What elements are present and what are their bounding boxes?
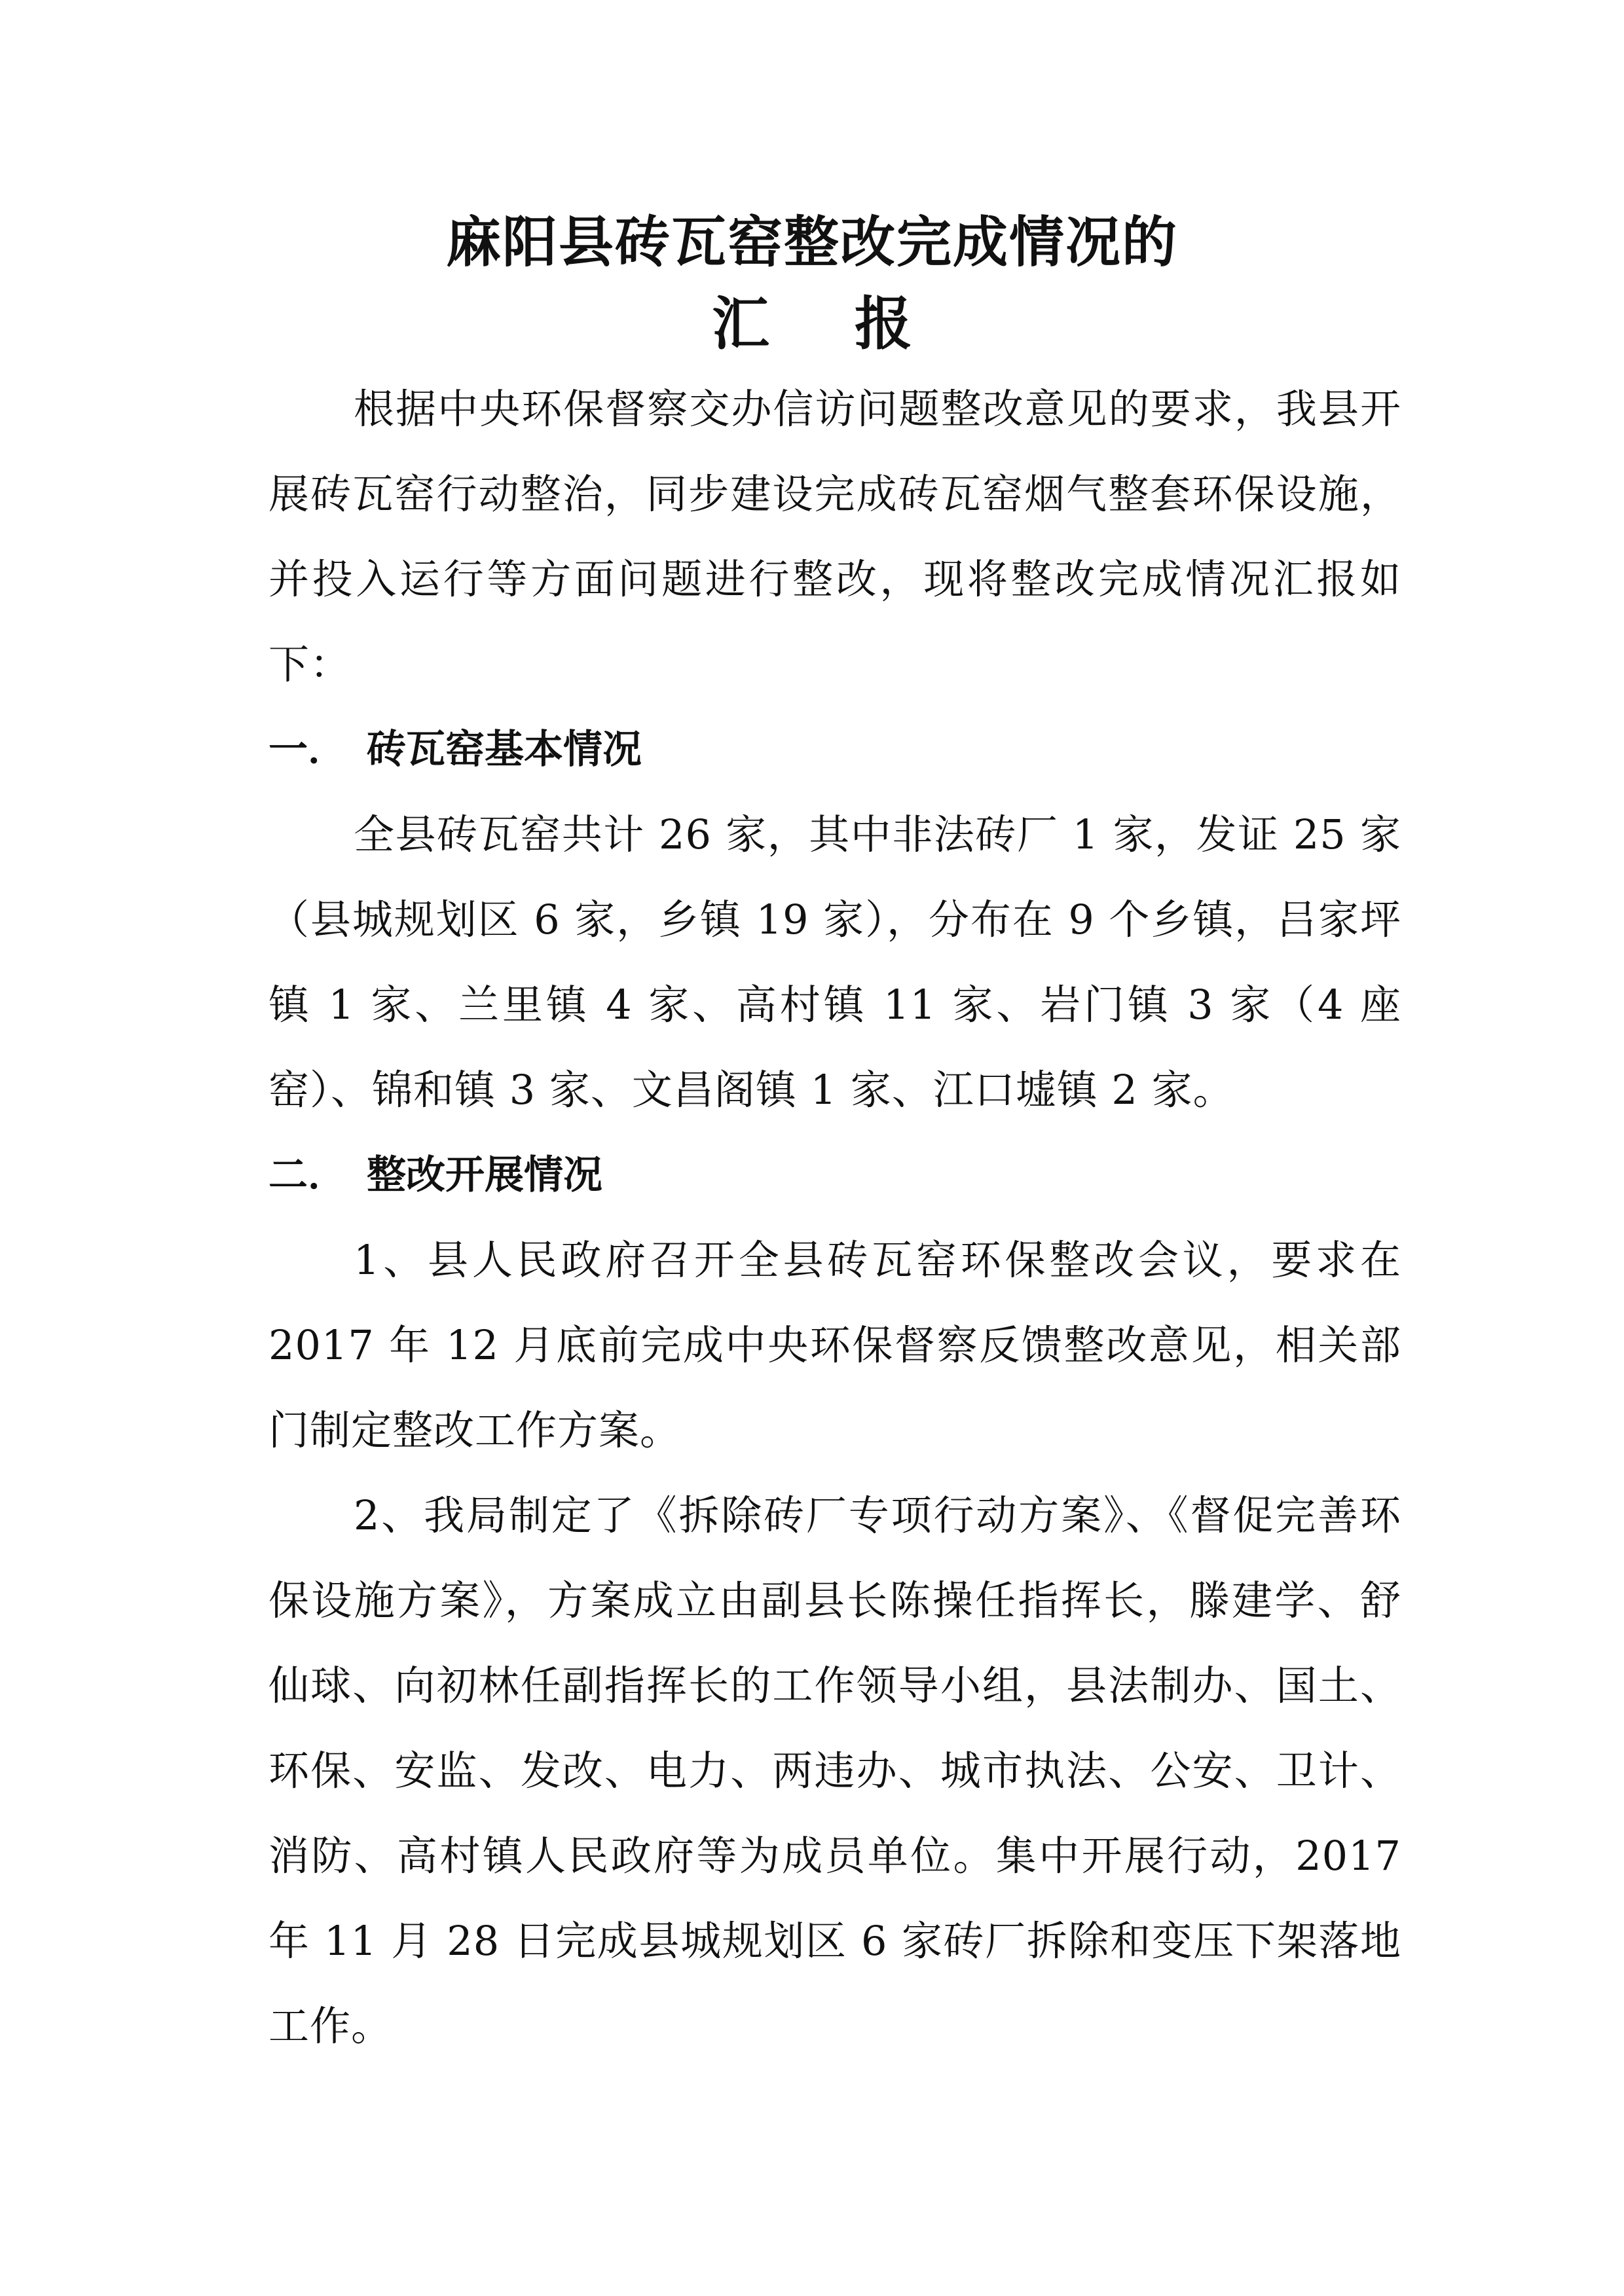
section-2-number: 二． bbox=[268, 1152, 347, 1198]
section-2-item-1: 1、县人民政府召开全县砖瓦窑环保整改会议，要求在 2017 年 12 月底前完成中央环保督察反馈整改意见，相关部门制定整改工作方案。 bbox=[268, 1236, 1401, 1454]
section-2-title: 整改开展情况 bbox=[367, 1152, 602, 1198]
document-title: 麻阳县砖瓦窑整改完成情况的 bbox=[445, 210, 1178, 274]
section-1-number: 一． bbox=[268, 727, 347, 773]
section-1-heading bbox=[268, 707, 1401, 792]
document-title-report: 汇报 bbox=[711, 290, 997, 357]
section-2-heading bbox=[268, 1133, 1401, 1218]
document-body bbox=[268, 367, 1401, 2069]
section-1-paragraph: 全县砖瓦窑共计 26 家，其中非法砖厂 1 家，发证 25 家（县城规划区 6 家，乡镇 19 家），分布在 9 个乡镇，吕家坪镇 1 家、兰里镇 4 家、高村镇 11 家、岩门镇 3 家（4 座窑）、锦和镇 3 家、文昌阁镇 1 家、江口墟镇 2 家。 bbox=[268, 811, 1401, 1114]
intro-paragraph: 根据中央环保督察交办信访问题整改意见的要求，我县开展砖瓦窑行动整治，同步建设完成砖瓦窑烟气整套环保设施，并投入运行等方面问题进行整改，现将整改完成情况汇报如下： bbox=[268, 385, 1401, 688]
section-1-title: 砖瓦窑基本情况 bbox=[367, 727, 642, 773]
section-2-item-2: 2、我局制定了《拆除砖厂专项行动方案》、《督促完善环保设施方案》，方案成立由副县长陈操任指挥长，滕建学、舒仙球、向初林任副指挥长的工作领导小组，县法制办、国土、环保、安监、发改、电力、两违办、城市执法、公安、卫计、消防、高村镇人民政府等为成员单位。集中开展行动，2017 年 11 月 28 日完成县城规划区 6 家砖厂拆除和变压下架落地工作。 bbox=[268, 1491, 1401, 2050]
